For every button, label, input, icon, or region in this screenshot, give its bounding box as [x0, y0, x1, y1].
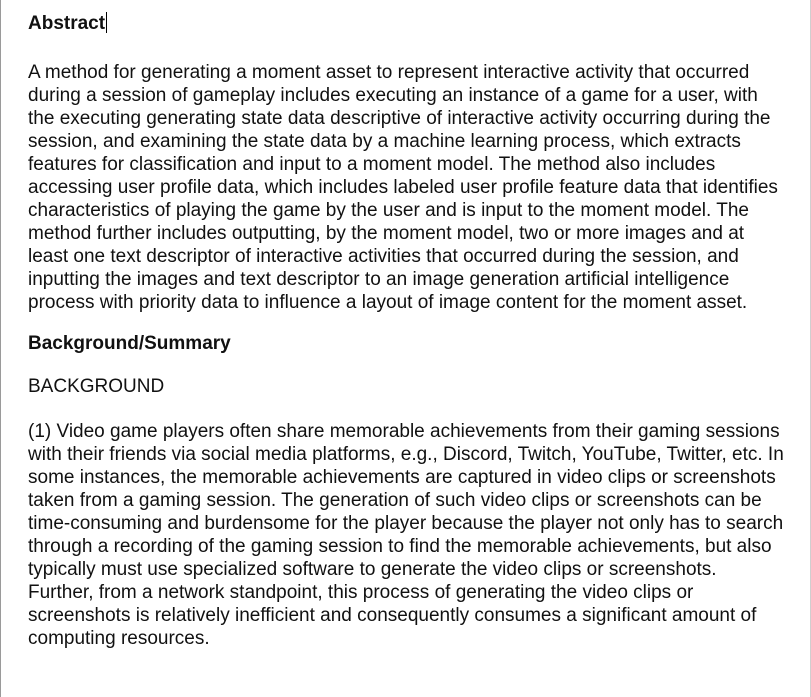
background-summary-heading[interactable]: Background/Summary	[28, 333, 231, 354]
spacer	[28, 314, 786, 332]
spacer	[28, 398, 786, 420]
background-paragraph-1[interactable]: (1) Video game players often share memorable achievements from their gaming sessions with their friends via social media platforms, e.g., Discord, Twitch, YouTube, Twitter, etc. In some instances, the memorable achievements are captured in video clips or screenshots taken from a gaming session. The generation of such video clips or screenshots can be time-consuming and burdensome for the player because the player not only has to search through a recording of the gaming session to find the memorable achievements, but also typically must use specialized software to generate the video clips or screenshots. Further, from a network standpoint, this process of generating the video clips or screenshots is relatively inefficient and consequently consumes a significant amount of computing resources.	[28, 421, 784, 649]
abstract-paragraph[interactable]: A method for generating a moment asset to represent interactive activity that occurred during a session of gameplay includes executing an instance of a game for a user, with the executing generating state data descriptive of interactive activity occurring during the session, and examining the state data by a machine learning process, which extracts features for classification and input to a moment model. The method also includes accessing user profile data, which includes labeled user profile feature data that identifies characteristics of playing the game by the user and is input to the moment model. The method further includes outputting, by the moment model, two or more images and at least one text descriptor of interactive activities that occurred during the session, and inputting the images and text descriptor to an image generation artificial intelligence process with priority data to influence a layout of image content for the moment asset.	[28, 62, 778, 313]
abstract-heading[interactable]	[28, 12, 786, 35]
abstract-heading-text: Abstract	[28, 13, 106, 34]
background-label[interactable]: BACKGROUND	[28, 376, 165, 397]
spacer	[28, 35, 786, 61]
spacer	[28, 355, 786, 375]
text-cursor	[106, 12, 107, 33]
